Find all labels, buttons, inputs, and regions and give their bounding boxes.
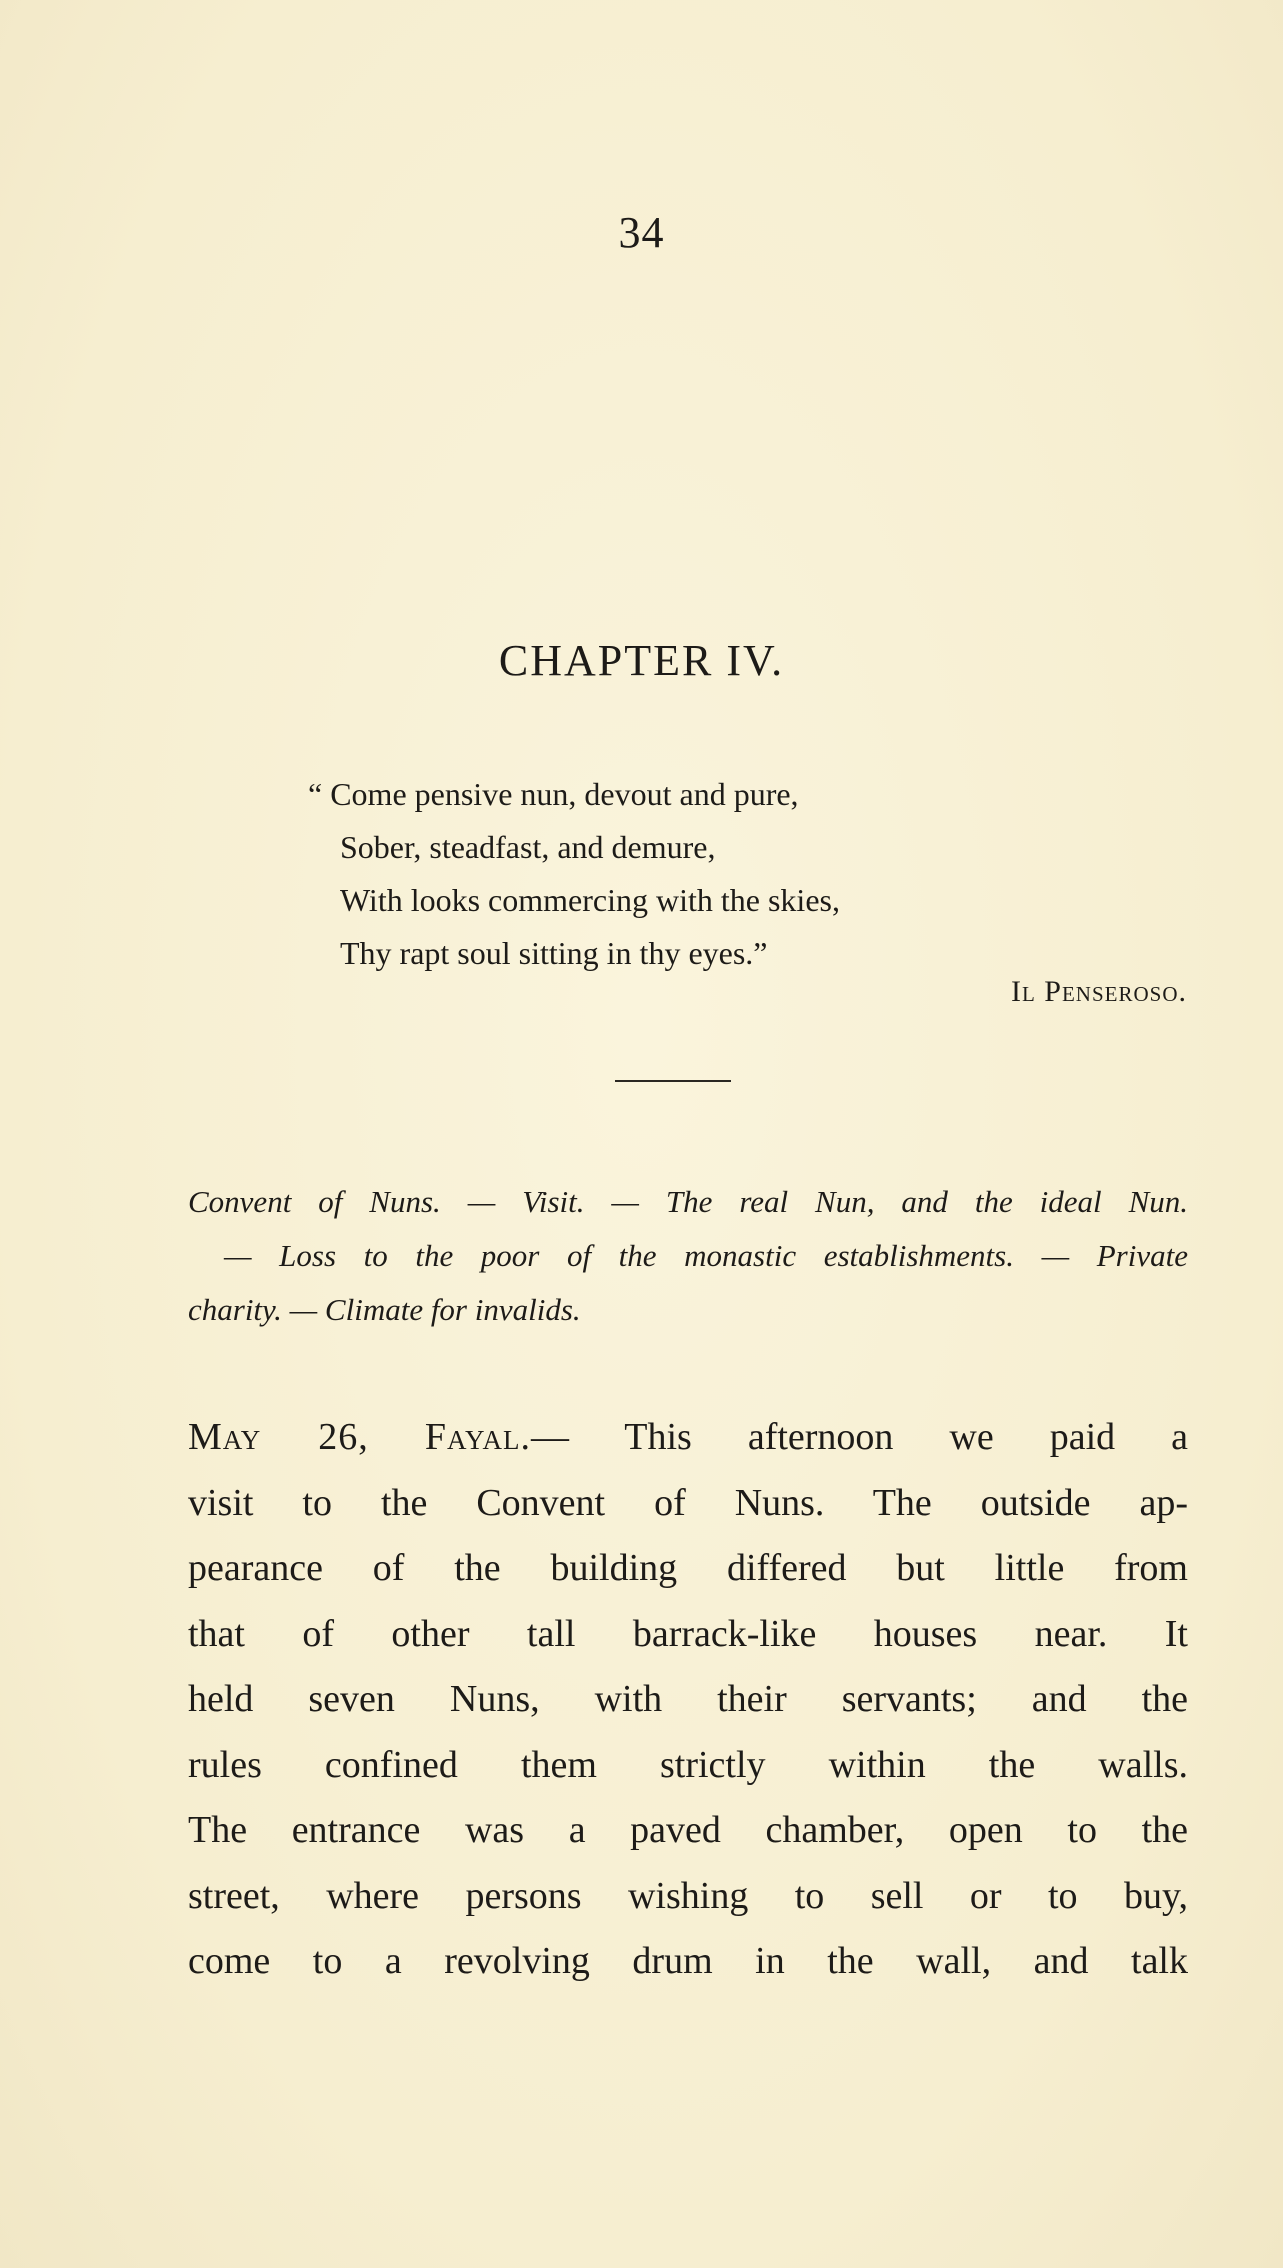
synopsis-line: charity. — Climate for invalids. (188, 1292, 581, 1327)
synopsis-line: — Loss to the poor of the monastic establishments. — Private (224, 1238, 1188, 1273)
body-line: street, where persons wishing to sell or to buy, (188, 1874, 1188, 1917)
body-paragraph (188, 1405, 1188, 1995)
chapter-title: CHAPTER IV. (498, 636, 785, 685)
body-line: held seven Nuns, with their servants; and the (188, 1678, 1188, 1720)
body-line: come to a revolving drum in the wall, and talk (188, 1940, 1188, 1982)
section-divider (615, 1080, 731, 1082)
epigraph (308, 768, 1188, 980)
epigraph-line: With looks commercing with the skies, (340, 882, 840, 918)
epigraph-line: Sober, steadfast, and demure, (340, 829, 716, 865)
entry-date: May 26, (188, 1416, 369, 1458)
body-line: pearance of the building differed but little from (188, 1547, 1188, 1589)
body-first-line-text: — This afternoon we paid a (530, 1416, 1189, 1458)
body-line: that of other tall barrack-like houses near. It (188, 1612, 1188, 1655)
epigraph-line: Thy rapt soul sitting in thy eyes.” (340, 935, 768, 971)
synopsis-line: Convent of Nuns. — Visit. — The real Nun, and the ideal Nun. (188, 1184, 1188, 1219)
epigraph-line: “ Come pensive nun, devout and pure, (308, 776, 799, 812)
page-number: 34 (618, 208, 665, 257)
body-line: visit to the Convent of Nuns. The outside ap- (188, 1481, 1188, 1524)
body-line: rules confined them strictly within the walls. (188, 1743, 1188, 1786)
body-line: The entrance was a paved chamber, open to the (188, 1809, 1188, 1851)
chapter-synopsis (188, 1175, 1188, 1337)
entry-place: Fayal. (424, 1416, 531, 1458)
epigraph-attribution: Il Penseroso. (1010, 975, 1187, 1008)
body-line-first (188, 1405, 1188, 1471)
